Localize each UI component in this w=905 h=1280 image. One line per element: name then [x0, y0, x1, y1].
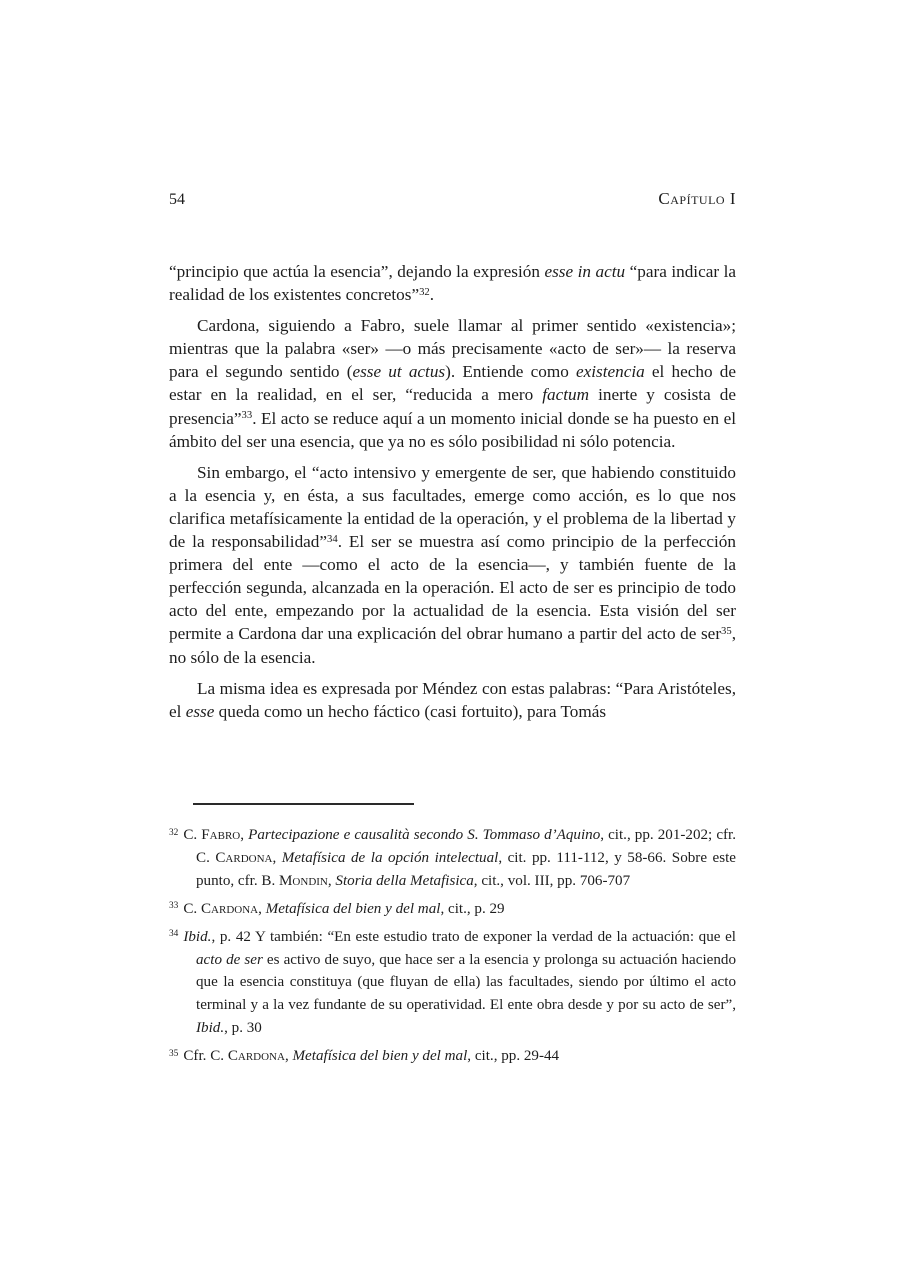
- text-segment: Cardona: [227, 1048, 285, 1065]
- text-segment: Ibid.: [183, 928, 212, 945]
- text-segment: 33: [241, 410, 253, 422]
- text-segment: Metafísica de la opción intelectual: [281, 849, 499, 866]
- text-segment: Mondin: [279, 872, 328, 889]
- paragraph-3: [169, 461, 736, 669]
- text-segment: 34: [327, 533, 338, 545]
- text-segment: , cit., pp. 201-202; cfr. C.: [196, 827, 737, 866]
- text-segment: C.: [183, 827, 202, 843]
- text-segment: , cit., vol. III, pp. 706-707: [473, 872, 631, 889]
- footnote-text: [183, 1048, 559, 1064]
- footnote-35: [169, 1045, 736, 1068]
- footnote-number: 34: [169, 929, 179, 940]
- text-segment: queda como un hecho fáctico (casi fortuito), para Tomás: [214, 701, 607, 721]
- text-segment: existencia: [576, 362, 645, 382]
- text-segment: “para indicar la realidad de los existentes concretos”: [169, 262, 736, 305]
- footnote-number: 35: [169, 1048, 179, 1059]
- text-segment: acto de ser: [196, 951, 263, 968]
- paragraph-2: [169, 314, 736, 453]
- text-segment: , cit. pp. 111-112, y 58-66. Sobre este punto, cfr. B.: [196, 849, 736, 889]
- text-segment: , no sólo de la esencia.: [169, 624, 736, 667]
- text-segment: Sin embargo, el “acto intensivo y emergente de ser, que habiendo constituido a la esencia y, en ésta, a sus facultades, emerge como acción, es lo que nos clarifica metafísicamente la entidad de la operación, y el problema de la libertad y de la responsabilidad”: [169, 462, 736, 552]
- text-segment: Cardona, siguiendo a Fabro, suele llamar al primer sentido «existencia»; mientras que la palabra «ser» —o más precisamente «acto de ser»— la reserva para el segundo sentido (: [169, 316, 736, 382]
- text-segment: factum: [542, 385, 590, 405]
- text-segment: inerte y cosista de presencia”: [169, 385, 736, 428]
- text-segment: , p. 30: [224, 1020, 262, 1037]
- footnote-number: 32: [169, 827, 179, 838]
- text-segment: 32: [419, 286, 430, 298]
- text-segment: Cardona: [215, 849, 273, 866]
- text-segment: “principio que actúa la esencia”, dejando la expresión: [169, 262, 545, 281]
- body-text: [169, 260, 736, 723]
- text-segment: , cit., p. 29: [440, 900, 505, 917]
- text-segment: ,: [327, 872, 336, 889]
- text-segment: ,: [258, 900, 266, 917]
- text-segment: ). Entiende como: [445, 362, 577, 382]
- text-segment: , p. 42 Y también: “En este estudio trato de exponer la verdad de la actuación: que el: [211, 928, 736, 945]
- text-segment: C.: [183, 900, 201, 917]
- footnote-text: [183, 827, 736, 889]
- text-segment: Storia della Metafisica: [335, 872, 474, 889]
- text-segment: ,: [240, 827, 249, 843]
- text-segment: ,: [272, 849, 282, 866]
- footnote-32: [169, 824, 736, 893]
- text-segment: Metafísica del bien y del mal: [292, 1048, 468, 1065]
- footnote-33: [169, 898, 736, 921]
- text-segment: es activo de suyo, que hace ser a la esencia y prolonga su actuación haciendo que la esencia constituya (que fluyan de ella) las facultades, siendo por último el acto terminal y a la vez fundante de su operatividad. El ente obra desde y por su acto de ser”,: [196, 951, 736, 1014]
- footnote-text: [183, 901, 504, 917]
- text-segment: el hecho de estar en la realidad, en el ser, “reducida a mero: [169, 362, 736, 405]
- text-segment: 35: [721, 626, 732, 638]
- text-segment: Metafísica del bien y del mal: [265, 900, 441, 917]
- text-segment: Partecipazione e causalità secondo S. Tommaso d’Aquino: [248, 827, 601, 843]
- footnotes-section: [169, 803, 736, 1073]
- text-segment: . El ser se muestra así como principio de la perfección primera del ente —como el acto de la esencia—, y también fuente de la perfección segunda, alcanzada en la operación. El acto de ser es principio de todo acto del ente, empezando por la actualidad de la esencia. Esta visión del ser permite a Cardona dar una explicación del obrar humano a partir del acto de ser: [169, 532, 736, 644]
- text-segment: La misma idea es expresada por Méndez con estas palabras: “Para Aristóteles, el: [169, 678, 736, 721]
- chapter-running-head: Capítulo I: [658, 189, 736, 208]
- text-segment: Cardona: [200, 900, 259, 917]
- text-segment: ,: [284, 1048, 293, 1065]
- text-segment: Fabro: [201, 827, 241, 843]
- footnote-text: [183, 929, 736, 1037]
- text-segment: , cit., pp. 29-44: [467, 1048, 560, 1065]
- text-segment: Cfr. C.: [183, 1048, 228, 1065]
- text-segment: esse in actu: [544, 262, 626, 281]
- text-segment: . El acto se reduce aquí a un momento inicial donde se ha puesto en el ámbito del ser una esencia, que ya no es sólo posibilidad ni sólo potencia.: [169, 408, 736, 451]
- text-segment: esse: [185, 701, 215, 721]
- footnote-number: 33: [169, 901, 179, 912]
- text-segment: .: [429, 285, 435, 305]
- paragraph-1: [169, 260, 736, 306]
- page-number: 54: [169, 191, 185, 208]
- page-header: [169, 189, 736, 209]
- footnote-34: [169, 926, 736, 1041]
- footnote-separator: [193, 803, 414, 805]
- text-segment: Ibid.: [196, 1020, 225, 1037]
- text-segment: esse ut actus: [352, 362, 446, 382]
- paragraph-4: [169, 677, 736, 723]
